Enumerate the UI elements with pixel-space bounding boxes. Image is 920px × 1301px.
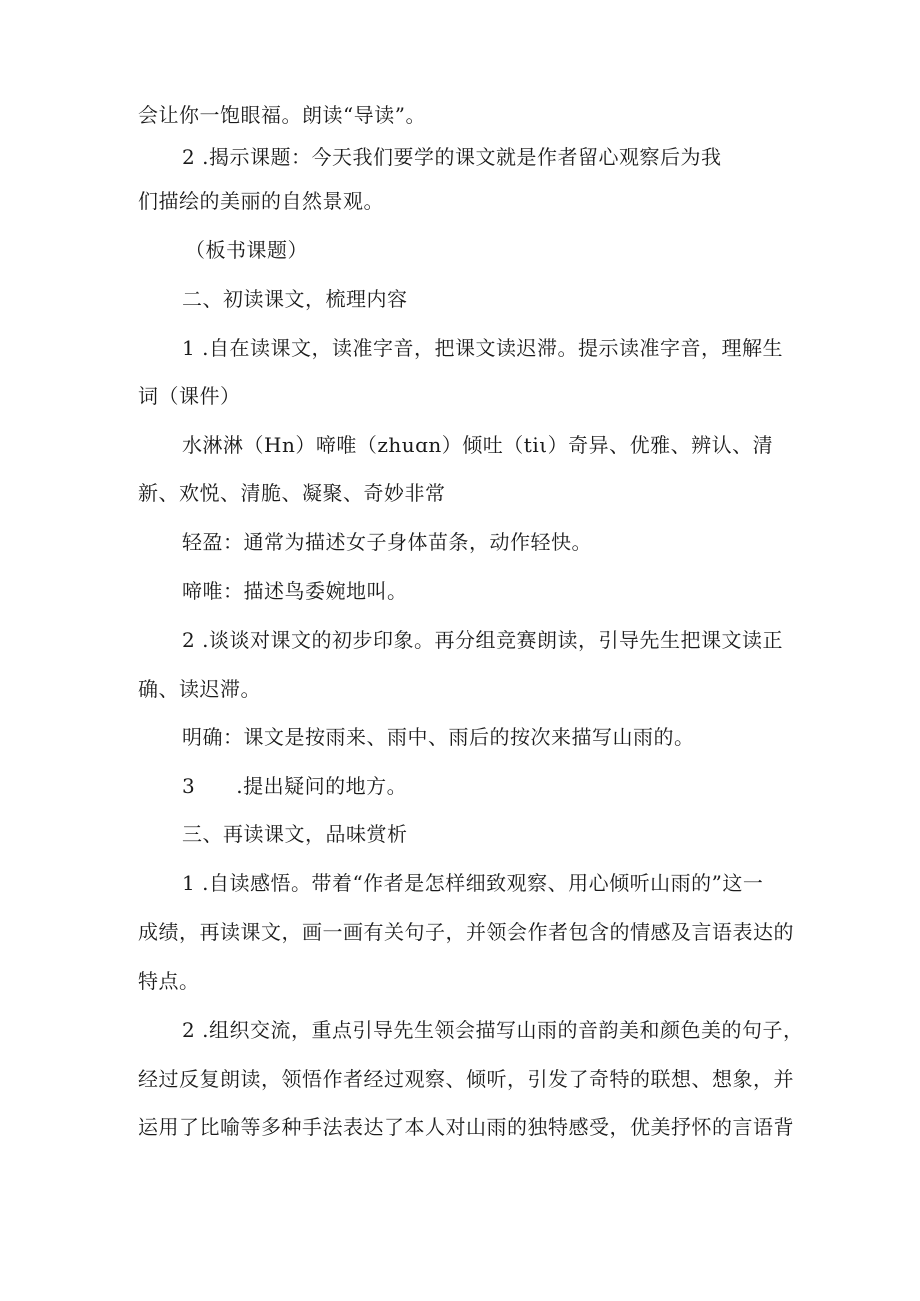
text-line: 确、读迟滞。 bbox=[138, 677, 261, 701]
text-line: 特点。 bbox=[138, 969, 200, 993]
text-line: 啼唯：描述鸟委婉地叫。 bbox=[182, 579, 408, 603]
text-line: 成绩，再读课文，画一画有关句子，并领会作者包含的情感及言语表达的 bbox=[138, 920, 794, 944]
section-heading: 三、再读课文，品味赏析 bbox=[182, 822, 408, 846]
text-line: 3 .提出疑问的地方。 bbox=[182, 774, 408, 798]
text-line: 经过反复朗读，领悟作者经过观察、倾听，引发了奇特的联想、想象，并 bbox=[138, 1067, 794, 1091]
text-line: 2 .揭示课题：今天我们要学的课文就是作者留心观察后为我 bbox=[182, 145, 722, 169]
section-heading: 二、初读课文，梳理内容 bbox=[182, 287, 408, 311]
text-line: 水淋淋（Hn）啼唯（zhuɑn）倾吐（tiι）奇异、优雅、辨认、清 bbox=[182, 433, 774, 457]
text-line: 2 .谈谈对课文的初步印象。再分组竞赛朗读，引导先生把课文读正 bbox=[182, 628, 783, 652]
text-line: 明确：课文是按雨来、雨中、雨后的按次来描写山雨的。 bbox=[182, 725, 695, 749]
text-line: （板书课题） bbox=[185, 238, 308, 262]
text-line: 会让你一饱眼福。朗读“导读”。 bbox=[138, 103, 426, 127]
text-line: 新、欢悦、清脆、凝聚、奇妙非常 bbox=[138, 481, 446, 505]
text-line: 词（课件） bbox=[138, 384, 241, 408]
text-line: 们描绘的美丽的自然景观。 bbox=[138, 189, 384, 213]
text-line: 运用了比喻等多种手法表达了本人对山雨的独特感受，优美抒怀的言语背 bbox=[138, 1115, 794, 1139]
text-line: 1 .自在读课文，读准字音，把课文读迟滞。提示读准字音，理解生 bbox=[182, 336, 783, 360]
text-line: 1 .自读感悟。带着“作者是怎样细致观察、用心倾听山雨的”这一 bbox=[182, 871, 764, 895]
text-line: 2 .组织交流，重点引导先生领会描写山雨的音韵美和颜色美的句子， bbox=[182, 1018, 804, 1042]
text-line: 轻盈：通常为描述女子身体苗条，动作轻快。 bbox=[182, 530, 592, 554]
